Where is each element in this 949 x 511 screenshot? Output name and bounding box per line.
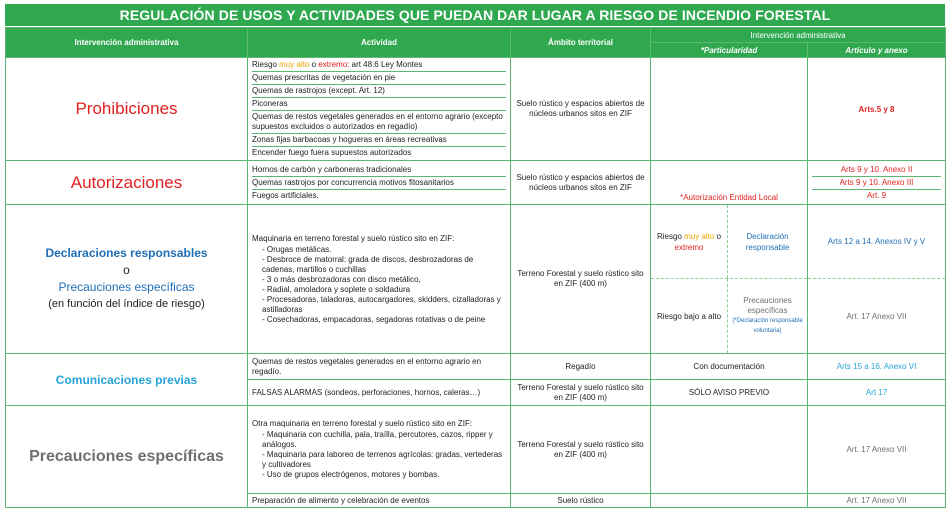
header-particularidad: *Particularidad: [651, 43, 808, 58]
declaraciones-ambito: Terreno Forestal y suelo rústico sito en ZIF (400 m): [511, 205, 651, 354]
comunicaciones-particularidad-2: SÓLO AVISO PREVIO: [651, 380, 808, 406]
category-declaraciones: Declaraciones responsables o Precauciones específicas (en función del índice de riesgo): [6, 205, 248, 354]
declaraciones-articulo: Arts 12 a 14. Anexos IV y V Art. 17 Anexo VII: [808, 205, 946, 354]
comunicaciones-activity-1: Quemas de restos vegetales generados en el entorno agrario en regadío.: [248, 354, 511, 380]
comunicaciones-ambito-2: Terreno Forestal y suelo rústico sito en ZIF (400 m): [511, 380, 651, 406]
category-precauciones: Precauciones específicas: [6, 406, 248, 508]
page-title: REGULACIÓN DE USOS Y ACTIVIDADES QUE PUEDAN DAR LUGAR A RIESGO DE INCENDIO FORESTAL: [5, 4, 945, 26]
category-autorizaciones: Autorizaciones: [6, 161, 248, 205]
autorizaciones-particularidad: *Autorización Entidad Local: [651, 161, 808, 205]
category-comunicaciones: Comunicaciones previas: [6, 354, 248, 406]
precauciones-articulo-2: Art. 17 Anexo VII: [808, 494, 946, 508]
precauciones-ambito-2: Suelo rústico: [511, 494, 651, 508]
prohibiciones-articulo: Arts.5 y 8: [808, 58, 946, 161]
autorizaciones-ambito: Suelo rústico y espacios abiertos de núcleos urbanos sitos en ZIF: [511, 161, 651, 205]
precauciones-ambito-1: Terreno Forestal y suelo rústico sito en ZIF (400 m): [511, 406, 651, 494]
precauciones-particularidad-2: [651, 494, 808, 508]
precauciones-activities: Otra maquinaria en terreno forestal y suelo rústico sito en ZIF: - Maquinaria con cuchilla, pala, traílla, percutores, cazos, ripper y análogos. - Maquinaria para laboreo de terrenos agrícolas: gradas, vertederas y cultivadores - Uso de grupos electrógenos, motores y bombas.: [248, 406, 511, 494]
category-prohibiciones: Prohibiciones: [6, 58, 248, 161]
comunicaciones-articulo-2: Art 17: [808, 380, 946, 406]
header-intervencion2: Intervención administrativa: [651, 28, 946, 43]
header-intervencion: Intervención administrativa: [6, 28, 248, 58]
regulation-table: [5, 27, 946, 508]
precauciones-articulo-1: Art. 17 Anexo VII: [808, 406, 946, 494]
precauciones-activity-2: Preparación de alimento y celebración de eventos: [248, 494, 511, 508]
comunicaciones-articulo-1: Arts 15 a 16. Anexo VI: [808, 354, 946, 380]
header-actividad: Actividad: [248, 28, 511, 58]
prohibiciones-particularidad: [651, 58, 808, 161]
autorizaciones-activities: Hornos de carbón y carboneras tradicionales Quemas rastrojos por concurrencia motivos fitosanitarios Fuegos artificiales.: [248, 161, 511, 205]
comunicaciones-activity-2: FALSAS ALARMAS (sondeos, perforaciones, hornos, caleras…): [248, 380, 511, 406]
declaraciones-particularidad: Riesgo muy alto o extremo Declaración responsable Riesgo bajo a alto Precauciones específicas (*Declaración responsable voluntaria): [651, 205, 808, 354]
header-ambito: Ámbito territorial: [511, 28, 651, 58]
prohibiciones-ambito: Suelo rústico y espacios abiertos de núcleos urbanos sitos en ZIF: [511, 58, 651, 161]
comunicaciones-ambito-1: Regadío: [511, 354, 651, 380]
autorizaciones-articulo: Arts 9 y 10. Anexo II Arts 9 y 10. Anexo III Art. 9: [808, 161, 946, 205]
header-articulo: Artículo y anexo: [808, 43, 946, 58]
prohibiciones-activities: Riesgo muy alto o extremo: art 48.6 Ley Montes Quemas prescritas de vegetación en pie Quemas de rastrojos (except. Art. 12) Piconeras Quemas de restos vegetales generados en el entorno agrario (excepto supuestos excluidos o autorizados en regadío) Zonas fijas barbacoas y hogueras en áreas recreativas Encender fuego fuera supuestos autorizados: [248, 58, 511, 161]
declaraciones-activities: Maquinaria en terreno forestal y suelo rústico sito en ZIF: - Orugas metálicas. - Desbroce de matorral: grada de discos, desbrozadoras de cadenas, martillos o cuchillas - 3 o más desbrozadoras con disco metálico, - Radial, amoladora y soplete o soldadura - Procesadoras, taladoras, autocargadores, skidders, cizalladoras y astilladoras - Cosechadoras, empacadoras, segadoras rotativas o de peine: [248, 205, 511, 354]
precauciones-particularidad-1: [651, 406, 808, 494]
comunicaciones-particularidad-1: Con documentación: [651, 354, 808, 380]
